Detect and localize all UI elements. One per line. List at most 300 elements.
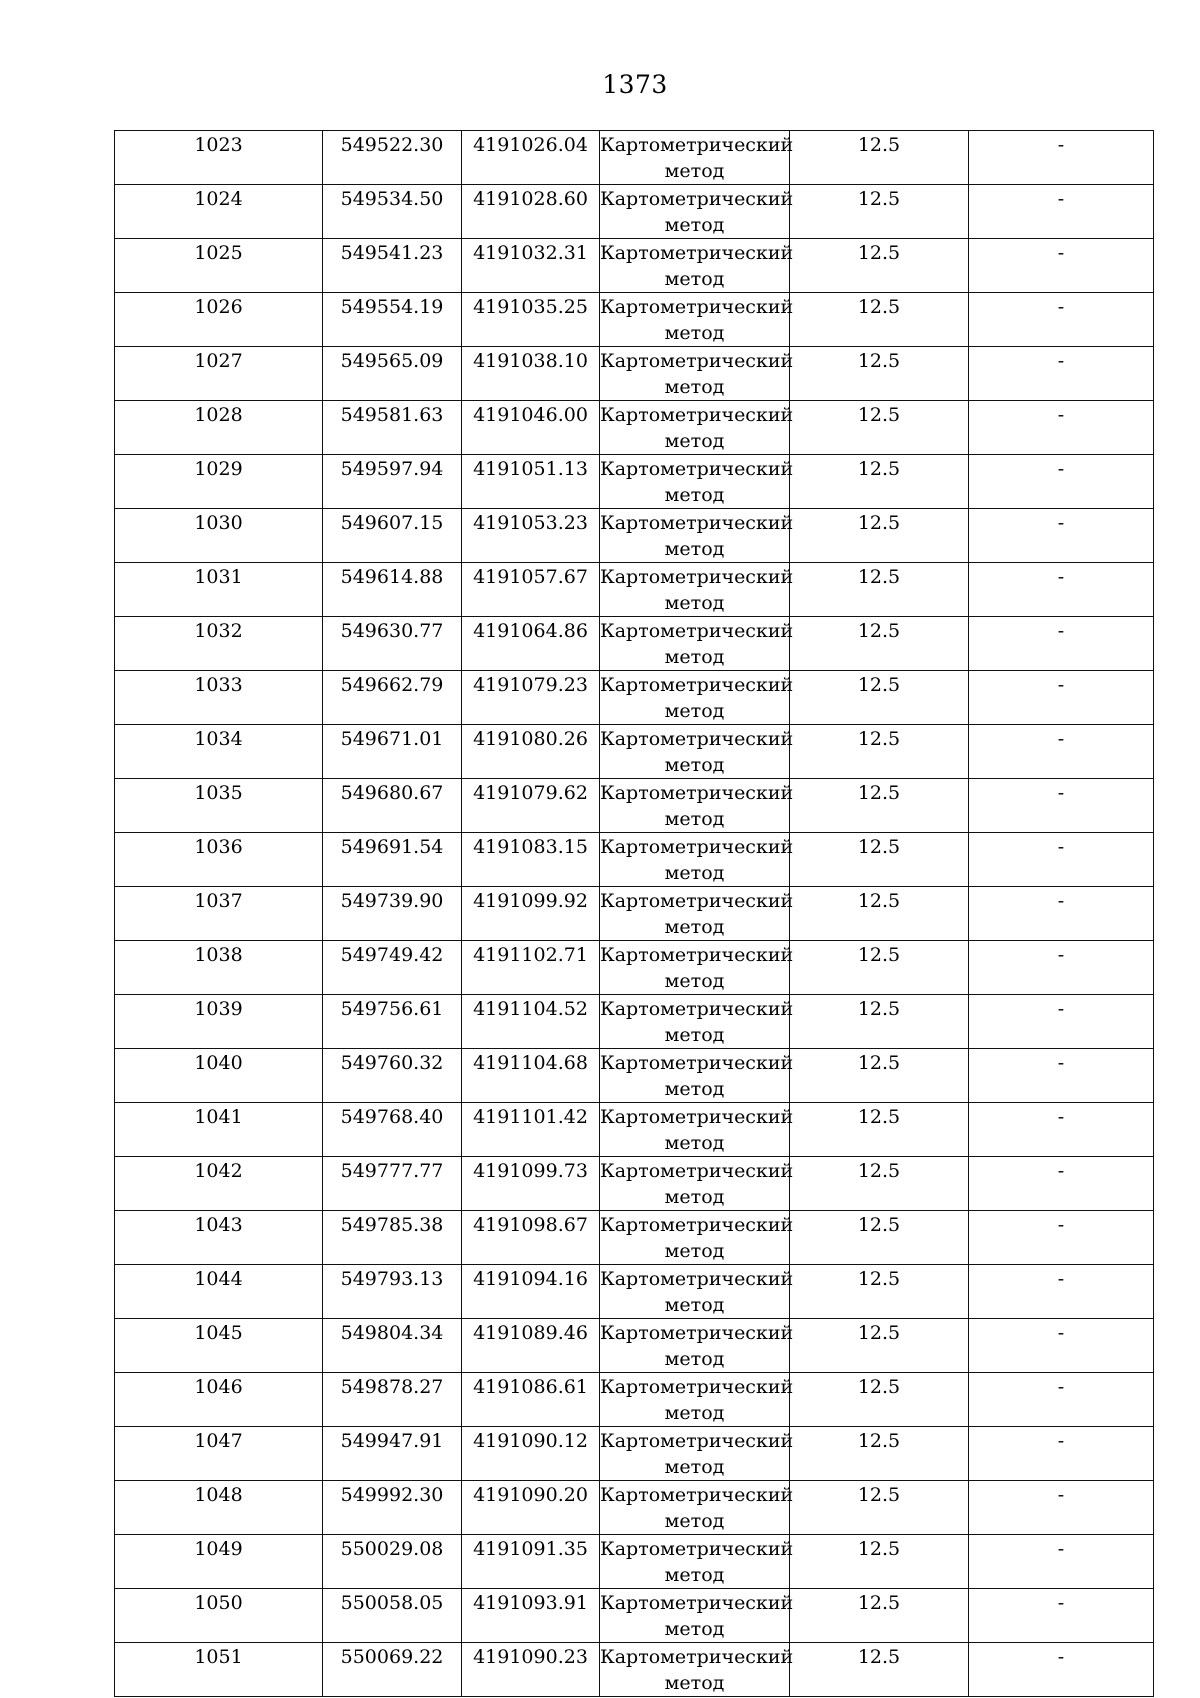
point-number-cell [115,617,323,671]
accuracy-value: 12.5 [857,836,901,858]
table-row [115,1265,1154,1319]
y-coordinate-cell [462,941,600,995]
accuracy-cell [790,1319,969,1373]
point-number-value: 1051 [194,1646,243,1668]
x-coordinate-value: 549597.94 [340,458,444,480]
x-coordinate-cell [323,347,462,401]
accuracy-value: 12.5 [857,1214,901,1236]
table-row [115,401,1154,455]
x-coordinate-value: 549671.01 [340,728,444,750]
accuracy-value: 12.5 [857,1268,901,1290]
point-number-value: 1038 [194,944,243,966]
x-coordinate-cell [323,833,462,887]
accuracy-value: 12.5 [857,1160,901,1182]
description-cell [969,995,1154,1049]
x-coordinate-value: 549749.42 [340,944,444,966]
table-row [115,671,1154,725]
y-coordinate-cell [462,617,600,671]
accuracy-value: 12.5 [857,566,901,588]
method-line-2: метод [664,1402,725,1424]
accuracy-cell [790,1535,969,1589]
method-cell [600,617,794,671]
accuracy-cell [790,563,969,617]
table-row [115,725,1154,779]
x-coordinate-cell [323,1643,462,1697]
y-coordinate-value: 4191099.73 [473,1160,588,1182]
accuracy-cell [790,671,969,725]
method-line-2: метод [664,538,725,560]
description-cell [969,1481,1154,1535]
method-cell [600,1103,794,1157]
point-number-cell [115,1049,323,1103]
coordinates-table [114,130,1154,1697]
y-coordinate-value: 4191104.52 [473,998,588,1020]
point-number-value: 1049 [194,1538,243,1560]
accuracy-cell [790,1643,969,1697]
y-coordinate-cell [462,833,600,887]
point-number-cell [115,239,323,293]
y-coordinate-cell [462,1049,600,1103]
description-cell [969,563,1154,617]
description-cell [969,671,1154,725]
method-cell [600,509,794,563]
accuracy-value: 12.5 [857,1106,901,1128]
accuracy-value: 12.5 [857,350,901,372]
x-coordinate-cell [323,131,462,185]
method-line-2: метод [664,1240,725,1262]
y-coordinate-value: 4191057.67 [473,566,588,588]
method-cell [600,347,794,401]
point-number-value: 1040 [194,1052,243,1074]
description-value: - [1057,1430,1065,1452]
method-cell [600,779,794,833]
description-cell [969,1265,1154,1319]
method-cell [600,293,794,347]
point-number-cell [115,1643,323,1697]
y-coordinate-value: 4191083.15 [473,836,588,858]
accuracy-cell [790,455,969,509]
table-row [115,293,1154,347]
accuracy-value: 12.5 [857,1430,901,1452]
description-value: - [1057,1592,1065,1614]
description-cell [969,1373,1154,1427]
method-cell [600,1427,794,1481]
accuracy-value: 12.5 [857,1052,901,1074]
accuracy-cell [790,1049,969,1103]
accuracy-cell [790,995,969,1049]
method-line-2: метод [664,1348,725,1370]
description-cell [969,617,1154,671]
description-value: - [1057,296,1065,318]
method-line-1: Картометрический [600,350,794,372]
y-coordinate-value: 4191089.46 [473,1322,588,1344]
table-row [115,1427,1154,1481]
x-coordinate-cell [323,1427,462,1481]
method-line-2: метод [664,1564,725,1586]
point-number-cell [115,1103,323,1157]
method-cell [600,1049,794,1103]
point-number-value: 1039 [194,998,243,1020]
method-line-1: Картометрический [600,1538,794,1560]
x-coordinate-value: 549565.09 [340,350,444,372]
point-number-value: 1032 [194,620,243,642]
x-coordinate-cell [323,1049,462,1103]
y-coordinate-value: 4191091.35 [473,1538,588,1560]
point-number-cell [115,1319,323,1373]
y-coordinate-value: 4191094.16 [473,1268,588,1290]
description-cell [969,779,1154,833]
method-line-2: метод [664,268,725,290]
y-coordinate-value: 4191026.04 [473,134,588,156]
description-cell [969,833,1154,887]
method-cell [600,941,794,995]
table-row [115,1535,1154,1589]
method-line-1: Картометрический [600,134,794,156]
accuracy-value: 12.5 [857,1376,901,1398]
x-coordinate-value: 549554.19 [340,296,444,318]
point-number-value: 1047 [194,1430,243,1452]
table-row [115,347,1154,401]
x-coordinate-cell [323,401,462,455]
method-cell [600,1643,794,1697]
y-coordinate-cell [462,1427,600,1481]
description-cell [969,1103,1154,1157]
point-number-cell [115,1535,323,1589]
x-coordinate-cell [323,509,462,563]
method-line-1: Картометрический [600,1376,794,1398]
x-coordinate-cell [323,293,462,347]
point-number-cell [115,671,323,725]
x-coordinate-cell [323,1589,462,1643]
accuracy-cell [790,1211,969,1265]
y-coordinate-value: 4191032.31 [473,242,588,264]
description-value: - [1057,836,1065,858]
y-coordinate-value: 4191101.42 [473,1106,588,1128]
accuracy-cell [790,1481,969,1535]
y-coordinate-value: 4191053.23 [473,512,588,534]
x-coordinate-value: 549760.32 [340,1052,444,1074]
method-cell [600,239,794,293]
x-coordinate-cell [323,725,462,779]
y-coordinate-value: 4191064.86 [473,620,588,642]
x-coordinate-cell [323,1103,462,1157]
point-number-value: 1030 [194,512,243,534]
point-number-value: 1024 [194,188,243,210]
method-line-1: Картометрический [600,566,794,588]
point-number-value: 1026 [194,296,243,318]
accuracy-value: 12.5 [857,674,901,696]
method-line-2: метод [664,754,725,776]
y-coordinate-value: 4191104.68 [473,1052,588,1074]
point-number-value: 1033 [194,674,243,696]
table-row [115,1481,1154,1535]
description-value: - [1057,890,1065,912]
y-coordinate-value: 4191102.71 [473,944,588,966]
y-coordinate-cell [462,455,600,509]
accuracy-value: 12.5 [857,1538,901,1560]
y-coordinate-cell [462,1265,600,1319]
accuracy-value: 12.5 [857,944,901,966]
description-value: - [1057,1160,1065,1182]
method-cell [600,995,794,1049]
point-number-value: 1028 [194,404,243,426]
accuracy-cell [790,131,969,185]
x-coordinate-cell [323,1373,462,1427]
description-cell [969,239,1154,293]
point-number-cell [115,941,323,995]
x-coordinate-cell [323,617,462,671]
description-value: - [1057,188,1065,210]
y-coordinate-value: 4191038.10 [473,350,588,372]
description-cell [969,509,1154,563]
point-number-value: 1029 [194,458,243,480]
point-number-cell [115,887,323,941]
table-row [115,779,1154,833]
description-cell [969,455,1154,509]
y-coordinate-cell [462,1157,600,1211]
method-line-1: Картометрический [600,1214,794,1236]
point-number-value: 1035 [194,782,243,804]
accuracy-cell [790,887,969,941]
x-coordinate-value: 550058.05 [340,1592,444,1614]
table-row [115,941,1154,995]
method-line-1: Картометрический [600,1106,794,1128]
table-row [115,563,1154,617]
method-line-1: Картометрический [600,1322,794,1344]
y-coordinate-cell [462,1103,600,1157]
x-coordinate-cell [323,239,462,293]
point-number-cell [115,293,323,347]
point-number-value: 1027 [194,350,243,372]
x-coordinate-value: 549878.27 [340,1376,444,1398]
method-line-1: Картометрический [600,620,794,642]
x-coordinate-value: 549522.30 [340,134,444,156]
y-coordinate-cell [462,239,600,293]
point-number-cell [115,401,323,455]
description-cell [969,293,1154,347]
page-number: 1373 [602,70,668,99]
point-number-cell [115,1265,323,1319]
description-value: - [1057,1106,1065,1128]
method-line-2: метод [664,214,725,236]
point-number-cell [115,1589,323,1643]
x-coordinate-cell [323,1211,462,1265]
point-number-value: 1045 [194,1322,243,1344]
y-coordinate-cell [462,671,600,725]
accuracy-value: 12.5 [857,1322,901,1344]
accuracy-value: 12.5 [857,620,901,642]
description-cell [969,1427,1154,1481]
point-number-value: 1031 [194,566,243,588]
method-line-1: Картометрический [600,674,794,696]
description-cell [969,887,1154,941]
method-line-1: Картометрический [600,1160,794,1182]
description-value: - [1057,512,1065,534]
accuracy-cell [790,347,969,401]
point-number-cell [115,1157,323,1211]
method-line-2: метод [664,1132,725,1154]
method-cell [600,455,794,509]
table-row [115,1643,1154,1697]
method-line-2: метод [664,862,725,884]
y-coordinate-cell [462,563,600,617]
accuracy-cell [790,941,969,995]
y-coordinate-cell [462,401,600,455]
accuracy-value: 12.5 [857,998,901,1020]
accuracy-cell [790,833,969,887]
table-row [115,1103,1154,1157]
point-number-value: 1043 [194,1214,243,1236]
accuracy-cell [790,1157,969,1211]
method-line-2: метод [664,322,725,344]
method-cell [600,1535,794,1589]
accuracy-cell [790,725,969,779]
point-number-cell [115,455,323,509]
method-line-1: Картометрический [600,1592,794,1614]
method-line-2: метод [664,1456,725,1478]
accuracy-cell [790,239,969,293]
description-cell [969,1643,1154,1697]
description-cell [969,1211,1154,1265]
x-coordinate-value: 549581.63 [340,404,444,426]
accuracy-value: 12.5 [857,1592,901,1614]
point-number-value: 1023 [194,134,243,156]
description-value: - [1057,620,1065,642]
y-coordinate-value: 4191079.23 [473,674,588,696]
y-coordinate-cell [462,131,600,185]
method-cell [600,833,794,887]
table-row [115,617,1154,671]
y-coordinate-cell [462,293,600,347]
x-coordinate-value: 549607.15 [340,512,444,534]
table-row [115,1373,1154,1427]
x-coordinate-cell [323,563,462,617]
point-number-value: 1042 [194,1160,243,1182]
method-cell [600,401,794,455]
method-cell [600,1481,794,1535]
description-cell [969,347,1154,401]
method-line-1: Картометрический [600,998,794,1020]
x-coordinate-cell [323,1265,462,1319]
y-coordinate-cell [462,509,600,563]
description-value: - [1057,944,1065,966]
point-number-cell [115,1481,323,1535]
x-coordinate-cell [323,1481,462,1535]
table-row [115,1319,1154,1373]
method-cell [600,1265,794,1319]
accuracy-cell [790,1427,969,1481]
method-line-2: метод [664,646,725,668]
method-line-2: метод [664,1510,725,1532]
x-coordinate-value: 549992.30 [340,1484,444,1506]
method-line-1: Картометрический [600,404,794,426]
method-line-1: Картометрический [600,296,794,318]
method-line-1: Картометрический [600,1484,794,1506]
accuracy-value: 12.5 [857,728,901,750]
accuracy-value: 12.5 [857,512,901,534]
method-line-1: Картометрический [600,944,794,966]
y-coordinate-cell [462,725,600,779]
method-cell [600,185,794,239]
accuracy-cell [790,1265,969,1319]
description-value: - [1057,998,1065,1020]
y-coordinate-cell [462,185,600,239]
point-number-cell [115,563,323,617]
y-coordinate-value: 4191046.00 [473,404,588,426]
x-coordinate-value: 549804.34 [340,1322,444,1344]
description-value: - [1057,1484,1065,1506]
method-line-2: метод [664,1672,725,1694]
y-coordinate-value: 4191090.23 [473,1646,588,1668]
method-cell [600,563,794,617]
description-cell [969,185,1154,239]
x-coordinate-value: 549614.88 [340,566,444,588]
accuracy-cell [790,1103,969,1157]
description-value: - [1057,674,1065,696]
y-coordinate-cell [462,995,600,1049]
description-cell [969,1589,1154,1643]
description-cell [969,1049,1154,1103]
y-coordinate-cell [462,1373,600,1427]
table-row [115,455,1154,509]
method-line-2: метод [664,1618,725,1640]
method-line-2: метод [664,376,725,398]
description-cell [969,1157,1154,1211]
point-number-cell [115,131,323,185]
point-number-value: 1025 [194,242,243,264]
table-row [115,1157,1154,1211]
method-line-1: Картометрический [600,458,794,480]
method-cell [600,1373,794,1427]
method-cell [600,1589,794,1643]
description-value: - [1057,350,1065,372]
y-coordinate-cell [462,347,600,401]
x-coordinate-value: 549777.77 [340,1160,444,1182]
x-coordinate-value: 550069.22 [340,1646,444,1668]
accuracy-value: 12.5 [857,404,901,426]
x-coordinate-value: 549662.79 [340,674,444,696]
x-coordinate-value: 549691.54 [340,836,444,858]
description-value: - [1057,1052,1065,1074]
point-number-cell [115,185,323,239]
method-line-2: метод [664,970,725,992]
point-number-value: 1036 [194,836,243,858]
method-line-1: Картометрический [600,1430,794,1452]
method-cell [600,131,794,185]
description-cell [969,1535,1154,1589]
point-number-cell [115,1373,323,1427]
description-cell [969,131,1154,185]
accuracy-value: 12.5 [857,242,901,264]
description-value: - [1057,1214,1065,1236]
description-cell [969,725,1154,779]
x-coordinate-value: 549785.38 [340,1214,444,1236]
y-coordinate-cell [462,1211,600,1265]
point-number-cell [115,779,323,833]
x-coordinate-cell [323,671,462,725]
accuracy-value: 12.5 [857,296,901,318]
table-row [115,239,1154,293]
y-coordinate-value: 4191051.13 [473,458,588,480]
x-coordinate-cell [323,1535,462,1589]
method-line-2: метод [664,1294,725,1316]
x-coordinate-value: 549534.50 [340,188,444,210]
y-coordinate-value: 4191090.20 [473,1484,588,1506]
method-line-2: метод [664,916,725,938]
y-coordinate-value: 4191090.12 [473,1430,588,1452]
description-cell [969,941,1154,995]
point-number-value: 1046 [194,1376,243,1398]
